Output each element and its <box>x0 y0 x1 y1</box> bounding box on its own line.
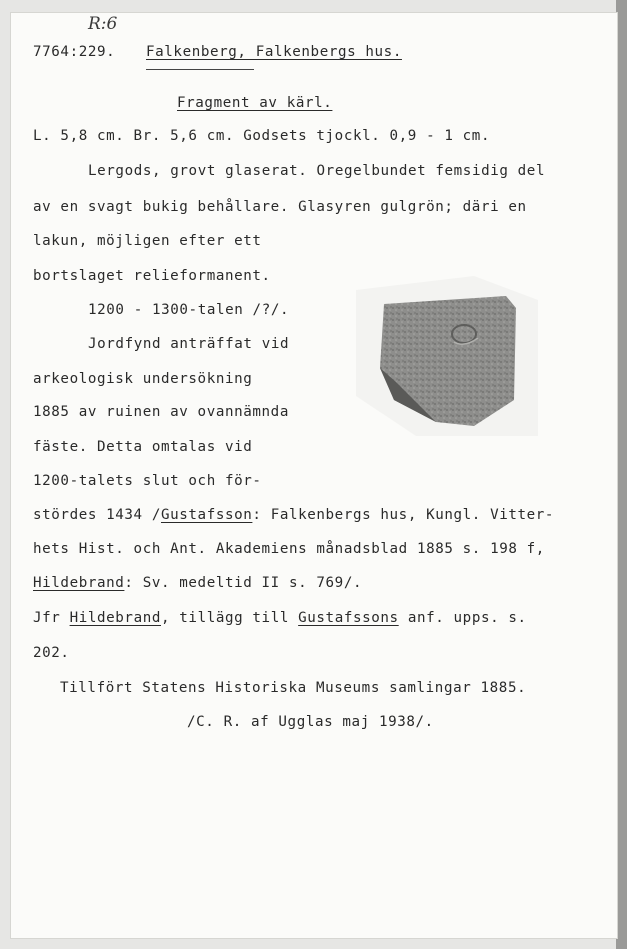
ref-hildebrand: Hildebrand <box>33 575 125 591</box>
find-line-1: Jordfynd anträffat vid <box>88 336 290 352</box>
catalog-number: 7764:229. <box>33 44 116 60</box>
description-line-1: Lergods, grovt glaserat. Oregelbundet femsidig del <box>88 163 546 179</box>
measurements: L. 5,8 cm. Br. 5,6 cm. Godsets tjockl. 0,9 - 1 cm. <box>33 128 491 144</box>
find-line-2: arkeologisk undersökning <box>33 371 253 387</box>
handwritten-mark: R:6 <box>88 14 118 34</box>
place-heading: Falkenberg, Falkenbergs hus. <box>146 44 402 60</box>
description-line-3: lakun, möjligen efter ett <box>33 233 262 249</box>
find-line-3: 1885 av ruinen av ovannämnda <box>33 404 289 420</box>
find-line-9: Jfr Hildebrand, tillägg till Gustafssons anf. upps. s. <box>33 610 527 626</box>
find-line-8: Hildebrand: Sv. medeltid II s. 769/. <box>33 575 363 591</box>
sherd-photo <box>356 276 538 436</box>
acquisition: Tillfört Statens Historiska Museums samlingar 1885. <box>60 680 527 696</box>
find-line-5: 1200-talets slut och för- <box>33 473 262 489</box>
find-line-7: hets Hist. och Ant. Akademiens månadsblad 1885 s. 198 f, <box>33 541 545 557</box>
find-line-6: stördes 1434 /Gustafsson: Falkenbergs hus, Kungl. Vitter- <box>33 507 555 523</box>
description-line-4: bortslaget relieformanent. <box>33 268 271 284</box>
find-line-10: 202. <box>33 645 70 661</box>
handwritten-underline <box>146 69 254 70</box>
dating: 1200 - 1300-talen /?/. <box>88 302 290 318</box>
object-title: Fragment av kärl. <box>177 95 333 111</box>
signature: /C. R. af Ugglas maj 1938/. <box>187 714 434 730</box>
ref-hildebrand-2: Hildebrand <box>69 610 161 626</box>
ref-gustafsson: Gustafsson <box>160 507 253 523</box>
find-line-4: fäste. Detta omtalas vid <box>33 439 253 455</box>
ref-gustafssons: Gustafssons <box>298 610 399 626</box>
description-line-2: av en svagt bukig behållare. Glasyren gulgrön; däri en <box>33 199 527 215</box>
